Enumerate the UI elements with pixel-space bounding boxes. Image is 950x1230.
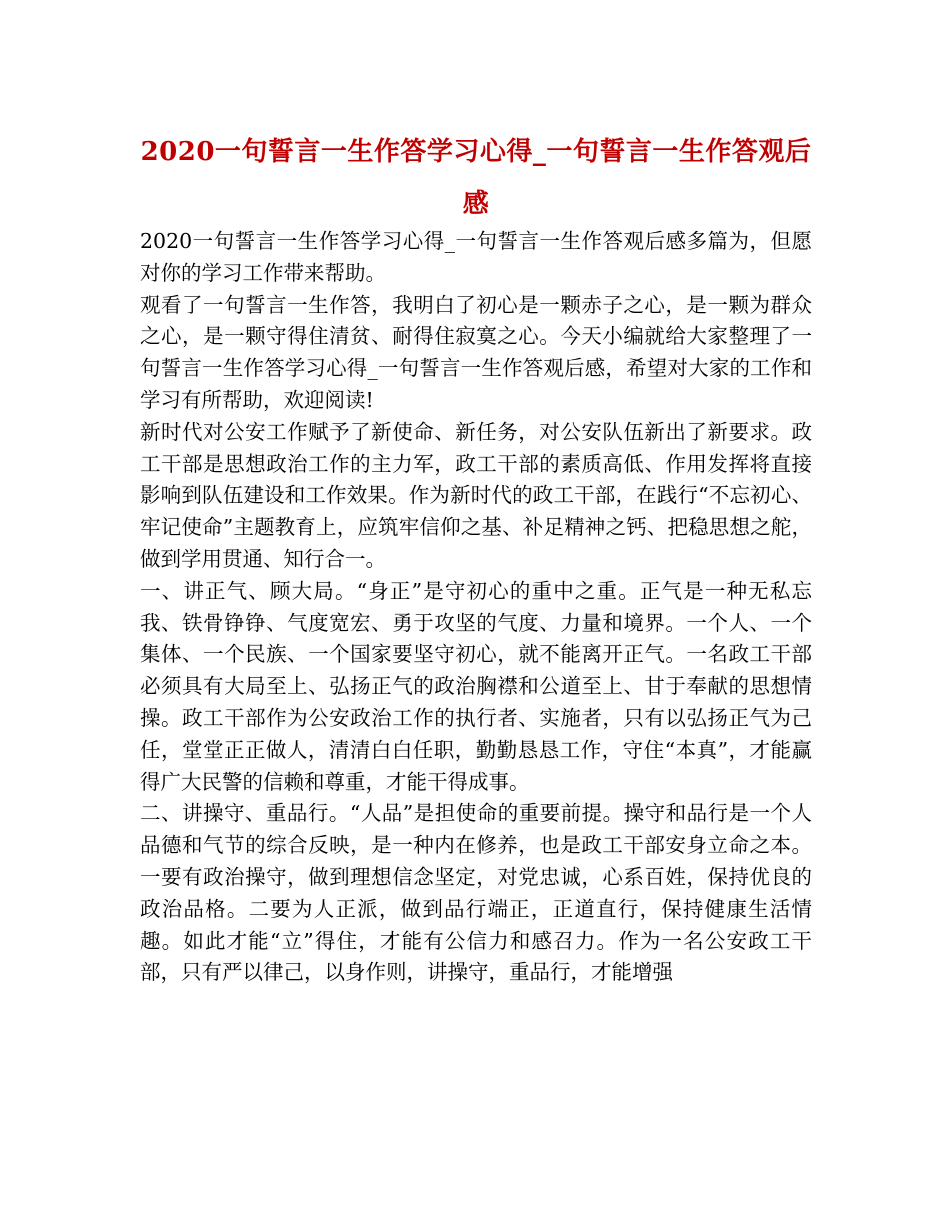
- body-paragraph: 新时代对公安工作赋予了新使命、新任务，对公安队伍新出了新要求。政工干部是思想政治工作的主力军，政工干部的素质高低、作用发挥将直接影响到队伍建设和工作效果。作为新时代的政工干部，在践行“不忘初心、牢记使命”主题教育上，应筑牢信仰之基、补足精神之钙、把稳思想之舵，做到学用贯通、知行合一。: [140, 419, 812, 571]
- intro-paragraph: 2020一句誓言一生作答学习心得_一句誓言一生作答观后感多篇为，但愿对你的学习工作带来帮助。: [140, 229, 812, 285]
- section-one-paragraph: 一、讲正气、顾大局。“身正”是守初心的重中之重。正气是一种无私忘我、铁骨铮铮、气度宽宏、勇于攻坚的气度、力量和境界。一个人、一个集体、一个民族、一个国家要坚守初心，就不能离开正气。一名政工干部必须具有大局至上、弘扬正气的政治胸襟和公道至上、甘于奉献的思想情操。政工干部作为公安政治工作的执行者、实施者，只有以弘扬正气为己任，堂堂正正做人，清清白白任职，勤勤恳恳工作，守住“本真”，才能赢得广大民警的信赖和尊重，才能干得成事。: [140, 578, 812, 794]
- document-title: 2020一句誓言一生作答学习心得_一句誓言一生作答观后感: [140, 137, 812, 219]
- preface-paragraph: 观看了一句誓言一生作答，我明白了初心是一颗赤子之心，是一颗为群众之心，是一颗守得住清贫、耐得住寂寞之心。今天小编就给大家整理了一句誓言一生作答学习心得_一句誓言一生作答观后感，希望对大家的工作和学习有所帮助，欢迎阅读!: [140, 292, 812, 412]
- section-two-paragraph: 二、讲操守、重品行。“人品”是担使命的重要前提。操守和品行是一个人品德和气节的综合反映，是一种内在修养，也是政工干部安身立命之本。一要有政治操守，做到理想信念坚定，对党忠诚，心系百姓，保持优良的政治品格。二要为人正派，做到品行端正，正道直行，保持健康生活情趣。如此才能“立”得住，才能有公信力和感召力。作为一名公安政工干部，只有严以律己，以身作则，讲操守，重品行，才能增强: [140, 801, 812, 985]
- document-body: [140, 226, 812, 989]
